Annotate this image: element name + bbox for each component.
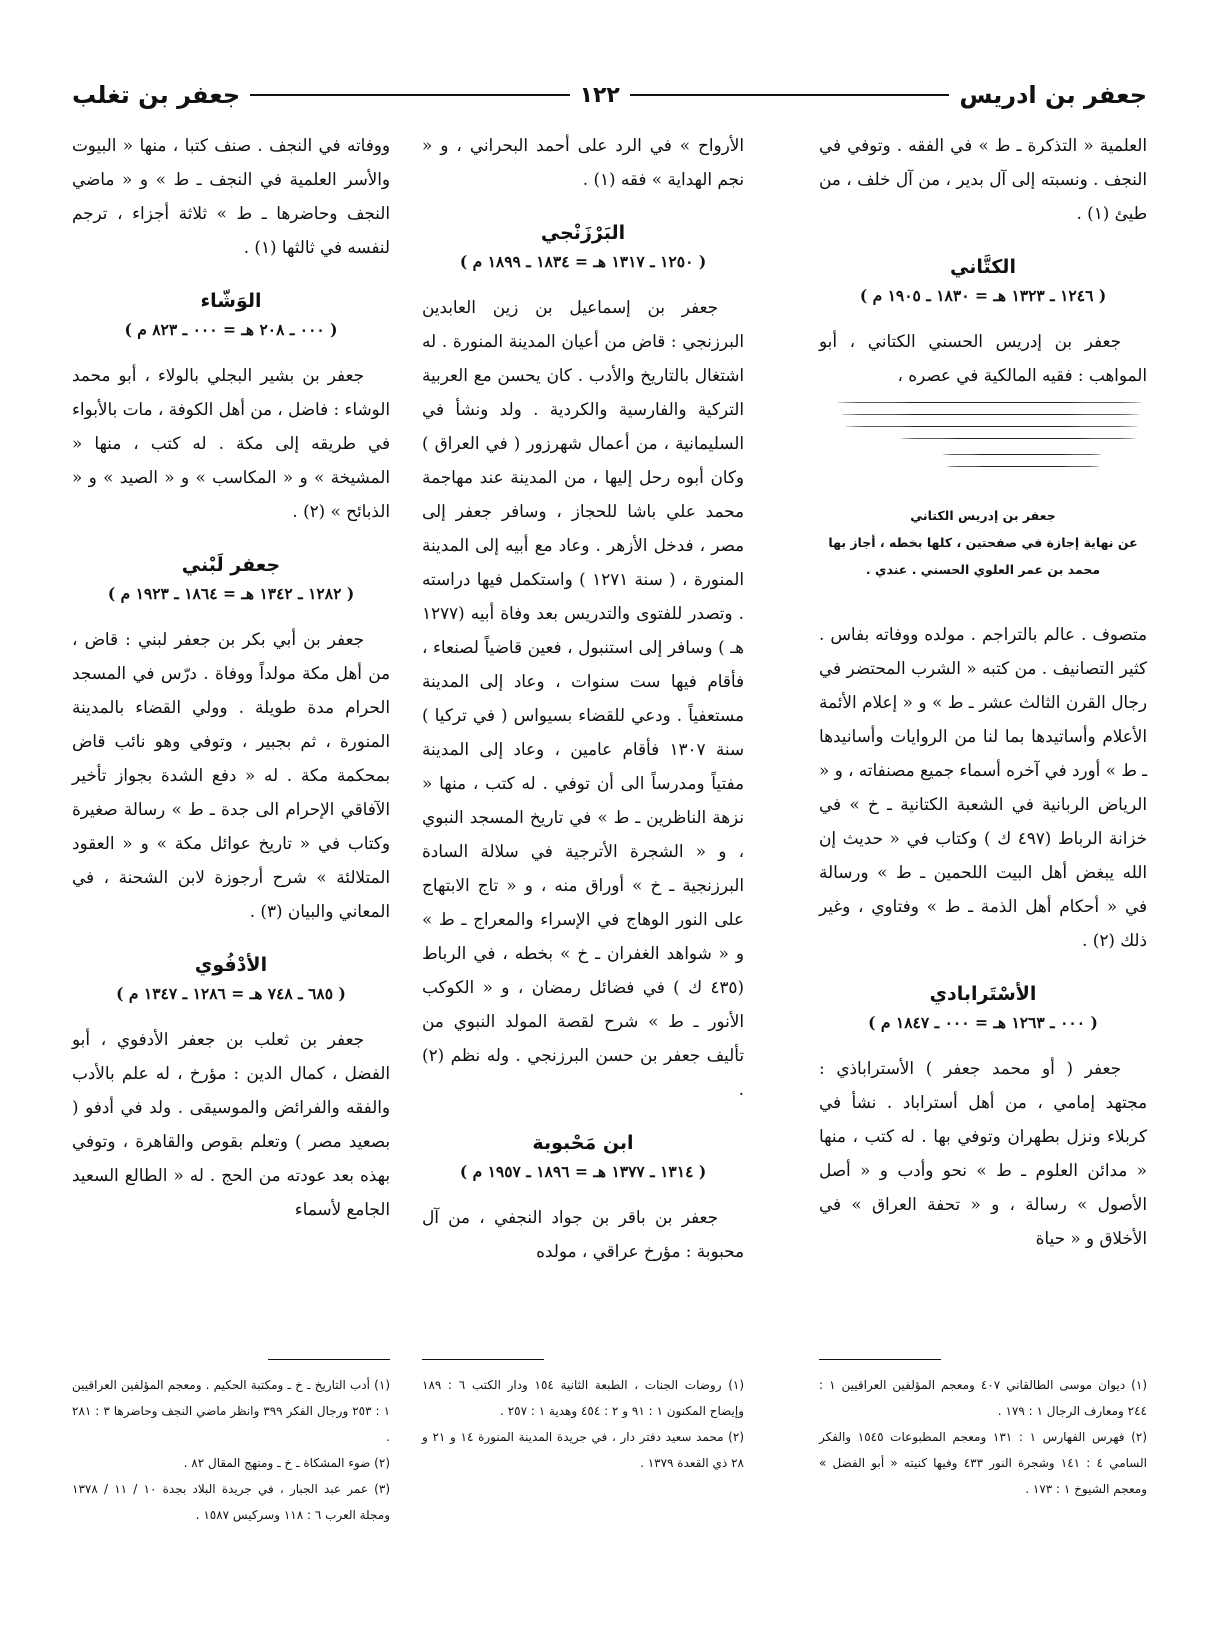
footnotes-middle: [422, 1372, 744, 1476]
entry-paragraph: جعفر بن بشير البجلي بالولاء ، أبو محمد الوشاء : فاضل ، من أهل الكوفة ، مات بالأبواء في طريقه إلى مكة . له كتب ، منها « المشيخة » و « المكاسب » و « الصيد » و « الذبائح » (٢) .: [72, 365, 390, 521]
entry-paragraph: جعفر بن باقر بن جواد النجفي ، من آل محبوبة : مؤرخ عراقي ، مولده: [422, 1207, 744, 1261]
footnote: (٢) محمد سعيد دفتر دار ، في جريدة المدينة المنورة ١٤ و ٢١ و ٢٨ ذي القعدة ١٣٧٩ .: [422, 1430, 745, 1470]
manuscript-caption: [819, 502, 1147, 583]
footnote: (٢) ضوء المشكاة ـ خ ـ ومنهج المقال ٨٢ .: [183, 1456, 390, 1470]
entry-heading-ibn-mahbuba: ابن مَحْبوبة: [532, 1132, 634, 1154]
manuscript-stroke: [838, 402, 1141, 403]
manuscript-caption-line: عن نهاية إجازة في صفحتين ، كلها بخطه ، أجاز بها: [828, 535, 1138, 550]
footnote: (٢) فهرس الفهارس ١ : ١٣١ ومعجم المطبوعات ١٥٤٥ والفكر السامي ٤ : ١٤١ وشجرة النور ٤٣٣ وفيها كنيته « أبو الفضل » ومعجم الشيوخ ١ : ١٧٣ .: [819, 1430, 1147, 1496]
page-number: ١٢٢: [579, 82, 620, 108]
footnote: (٣) عمر عبد الجبار ، في جريدة البلاد بجدة ١٠ / ١١ / ١٣٧٨ ومجلة العرب ٦ : ١١٨ وسركيس ١٥٨٧ .: [72, 1482, 391, 1522]
entry-paragraph: جعفر بن إدريس الحسني الكتاني ، أبو المواهب : فقيه المالكية في عصره ،: [819, 331, 1147, 385]
manuscript-stroke: [846, 426, 1137, 427]
entry-dates-ibn-mahbuba: ( ١٣١٤ ـ ١٣٧٧ هـ = ١٨٩٦ ـ ١٩٥٧ م ): [459, 1162, 707, 1181]
entry-heading-washsha: الوَشّاء: [200, 290, 262, 312]
continued-paragraph: العلمية « التذكرة ـ ط » في الفقه . وتوفي في النجف . ونسبته إلى آل بدير ، من آل خلف ، من طيئ (١) .: [819, 135, 1147, 223]
continued-paragraph: الأرواح » في الرد على أحمد البحراني ، و « نجم الهداية » فقه (١) .: [422, 135, 744, 189]
entry-paragraph: متصوف . عالم بالتراجم . مولده ووفاته بفاس . كثير التصانيف . من كتبه « الشرب المحتضر في رجال القرن الثالث عشر ـ ط » و « إعلام الأئمة الأعلام وأساتيدها بما لنا من الروايات وأسانيدها ـ ط » أورد في آخره أسماء جميع مصنفاته ، و « الرياض الربانية في الشعبة الكتانية ـ خ » في خزانة الرباط (٤٩٧ ك ) وكتاب في « حديث إن الله يبغض أهل البيت اللحمين ـ ط » ورسالة في « أحكام أهل الذمة ـ ط » وفتاوي ، وغير ذلك (٢) .: [819, 624, 1147, 950]
manuscript-stroke: [947, 466, 1099, 467]
entry-dates-washsha: ( ٠٠٠ ـ ٢٠٨ هـ = ٠٠٠ ـ ٨٢٣ م ): [124, 320, 338, 339]
entry-paragraph: جعفر بن إسماعيل بن زين العابدين البرزنجي : قاض من أعيان المدينة المنورة . له اشتغال بالتاريخ والأدب . كان يحسن مع العربية التركية والفارسية والكردية . ولد ونشأ في السليمانية ، من أعمال شهرزور ( في العراق ) وكان أبوه رحل إليها ، من المدينة عند مهاجمة محمد علي باشا للحجاز ، وسافر جعفر إلى مصر ، فدخل الأزهر . وعاد مع أبيه إلى المدينة المنورة ، ( سنة ١٢٧١ ) واستكمل فيها دراسته . وتصدر للفتوى والتدريس بعد وفاة أبيه (١٢٧٧ هـ ) وسافر إلى استنبول ، فعين قاضياً لصنعاء ، فأقام فيها ست سنوات ، وعاد إلى المدينة مستعفياً . ودعي للقضاء بسيواس ( في تركيا ) سنة ١٣٠٧ فأقام عامين ، وعاد إلى المدينة مفتياً ومدرساً الى أن توفي . له كتب ، منها « نزهة الناظرين ـ ط » في تاريخ المسجد النبوي ، و « الشجرة الأترجية في سلالة السادة البرزنجية ـ خ » أوراق منه ، و « تاج الابتهاج على النور الوهاج في الإسراء والمعراج ـ ط » و « شواهد الغفران ـ خ » بخطه ، في الرباط (٤٣٥ ك ) في فضائل رمضان ، و « الكوكب الأنور ـ ط » شرح لقصة المولد النبوي من تأليف جعفر بن حسن البرزنجي . وله نظم (٢) .: [422, 297, 744, 1099]
footnote: (١) أدب التاريخ ـ خ ـ ومكتبة الحكيم . ومعجم المؤلفين العراقيين ١ : ٢٥٣ ورجال الفكر ٣٩٩ وانظر ماضي النجف وحاضرها ٣ : ٢٨١ .: [72, 1378, 391, 1444]
entry-heading-kattani: الكتَّاني: [950, 256, 1016, 278]
running-head: [72, 74, 1147, 116]
entry-paragraph: جعفر بن ثعلب بن جعفر الأدفوي ، أبو الفضل ، كمال الدين : مؤرخ ، له علم بالأدب والفقه والفرائض والموسيقى . ولد في أدفو ( بصعيد مصر ) وتعلم بقوص والقاهرة ، وتوفي بهذه بعد عودته من الحج . له « الطالع السعيد الجامع لأسماء: [72, 1029, 390, 1219]
entry-paragraph: جعفر ( أو محمد جعفر ) الأستراباذي : مجتهد إمامي ، من أهل أستراباد . نشأ في كربلاء ونزل بطهران وتوفي بها . له كتب ، منها « مدائن العلوم ـ ط » نحو وأدب و « أصل الأصول » رسالة ، و « تحفة العراق » في الأخلاق و « حياة: [819, 1058, 1147, 1248]
running-head-left-title: جعفر بن تغلب: [71, 81, 241, 109]
manuscript-stroke: [943, 454, 1101, 455]
manuscript-caption-line: محمد بن عمر العلوي الحسني . عندي .: [865, 562, 1101, 577]
footnote-rule-right: [819, 1359, 941, 1360]
entry-dates-adfuwi: ( ٦٨٥ ـ ٧٤٨ هـ = ١٢٨٦ ـ ١٣٤٧ م ): [116, 984, 346, 1003]
entry-paragraph: جعفر بن أبي بكر بن جعفر لبني : قاض ، من أهل مكة مولداً ووفاة . درّس في المسجد الحرام مدة طويلة . وولي القضاء بالمدينة المنورة ، ثم بجبير ، وتوفي وهو نائب قاض بمحكمة مكة . له « دفع الشدة بجواز تأخير الآفاقي الإحرام الى جدة ـ ط » رسالة صغيرة وكتاب في « تاريخ عوائل مكة » و « العقود المتلالئة » شرح أرجوزة لابن الشحنة ، في المعاني والبيان (٣) .: [72, 629, 390, 921]
entry-heading-adfuwi: الأدْفُوي: [194, 954, 268, 976]
column-right: [819, 128, 1147, 1255]
running-head-rule: [630, 94, 949, 96]
entry-dates-kattani: ( ١٢٤٦ ـ ١٣٢٣ هـ = ١٨٣٠ ـ ١٩٠٥ م ): [859, 286, 1107, 305]
entry-heading-labni: جعفر لَبْني: [181, 554, 281, 576]
entry-heading-barzanji: البَرْزَنْجي: [540, 222, 626, 244]
running-head-rule: [250, 94, 569, 96]
column-left: [72, 128, 390, 1226]
footnote: (١) روضات الجنات ، الطبعة الثانية ١٥٤ ودار الكتب ٦ : ١٨٩ وإيضاح المكنون ١ : ٩١ و ٢ : ٤٥٤ وهدية ١ : ٢٥٧ .: [422, 1378, 745, 1418]
manuscript-caption-title: جعفر بن إدريس الكتاني: [910, 508, 1056, 523]
column-middle: [422, 128, 744, 1268]
footnotes-left: [72, 1372, 390, 1528]
footnote-rule-middle: [422, 1359, 544, 1360]
footnotes-right: [819, 1372, 1147, 1502]
manuscript-stroke: [901, 438, 1135, 439]
entry-dates-labni: ( ١٢٨٢ ـ ١٣٤٢ هـ = ١٨٦٤ ـ ١٩٢٣ م ): [107, 584, 355, 603]
manuscript-stroke: [842, 414, 1139, 415]
manuscript-signature-image: [825, 396, 1141, 474]
entry-dates-barzanji: ( ١٢٥٠ ـ ١٣١٧ هـ = ١٨٣٤ ـ ١٨٩٩ م ): [459, 252, 707, 271]
footnote-rule-left: [268, 1359, 390, 1360]
running-head-right-title: جعفر بن ادريس: [959, 81, 1147, 109]
footnote: (١) ديوان موسى الطالقاني ٤٠٧ ومعجم المؤلفين العراقيين ١ : ٢٤٤ ومعارف الرجال ١ : ١٧٩ .: [819, 1378, 1148, 1418]
continued-paragraph: ووفاته في النجف . صنف كتبا ، منها « البيوت والأسر العلمية في النجف ـ ط » و « ماضي النجف وحاضرها ـ ط » ثلاثة أجزاء ، ترجم لنفسه في ثالثها (١) .: [72, 135, 390, 257]
entry-dates-astarabadi: ( ٠٠٠ ـ ١٢٦٣ هـ = ٠٠٠ ـ ١٨٤٧ م ): [868, 1013, 1098, 1032]
entry-heading-astarabadi: الأسْتَرابادي: [929, 983, 1037, 1005]
